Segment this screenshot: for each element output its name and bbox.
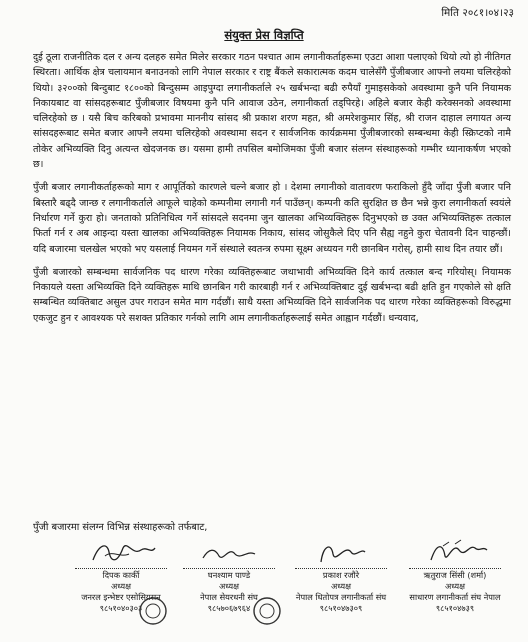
document-title: संयुक्त प्रेस विज्ञप्ति <box>224 28 304 42</box>
organization-seal <box>138 596 168 626</box>
handwritten-signature <box>189 538 269 568</box>
signatory-role: अध्यक्ष <box>219 581 239 591</box>
handwritten-signature <box>81 538 161 568</box>
paragraph: पुँजी बजारको सम्बन्धमा सार्वजनिक पद धारण गरेका व्यक्तिहरूबाट जथाभावी अभिव्यक्ति दिने कार्य तत्काल बन्द गरियोस्। नियामक निकायले यस्ता अभिव्यक्ति दिने व्यक्तिहरू माथि छानबिन गरी कारबाही गर्न र अभिव्यक्तिबाट दुई खर्बभन्दा बढी क्षति हुन गएकोले सो क्षति सम्बन्धित व्यक्तिबाट असुल उपर गराउन समेत माग गर्दछौं। साथै यस्ता अभिव्यक्ति दिने सार्वजनिक पद धारण गरेका व्यक्तिहरूको विरुद्धमा एकजुट हुन र आवश्यक परे सशक्त प्रतिकार गर्नको लागि आम लगानीकर्ताहरूलाई समेत आह्वान गर्दछौं। धन्यवाद, <box>33 266 511 324</box>
signatory-org: जनरल इन्भेष्टर एसोसियसन <box>81 592 161 602</box>
paragraph: दुई ठूला राजनीतिक दल र अन्य दलहरु समेत मिलेर सरकार गठन पश्चात आम लगानीकर्ताहरूमा एउटा आशा पलाएको थियो त्यो हो नीतिगत स्थिरता। आर्थिक क्षेत्र चलायमान बनाउनको लागि नेपाल सरकार र राष्ट्र बैंकले सकारात्मक कदम चालेसँगै पुँजीबजार आफ्नो लयमा चलिरहेको थियो। ३२००को बिन्दुबाट १८००को बिन्दुसम्म आइपुग्दा लगानीकर्ताले २५ खर्बभन्दा बढी रुपैयाँ गुमाइसकेको अवस्थामा कुनै पनि नियामक निकायबाट वा सांसदहरूबाट पुँजीबजार विषयमा कुनै पनि आवाज उठेन, लगानीकर्ता तड्पिरहे। अहिले बजार केही करेक्सनको अवस्थामा चलिरहेको छ । यसै बिच करिबको प्रभावमा माननीय सांसद श्री प्रकाश शरण महत, श्री अमरेशकुमार सिंह, श्री राजन दाहाल लगायत अन्य सांसदहरूबाट समेत बजार आफ्नै लयमा चलिरहेको अवस्थामा सदन र सार्वजनिक कार्यक्रममा पुँजीबजारको सम्बन्धमा केही स्क्रिप्टको नामै तोकेर अभिव्यक्ति दिनु अत्यन्त खेदजनक छ। यसमा हामी तपसिल बमोजिमका पुँजी बजार संलग्न संस्थाहरूको गम्भीर ध्यानाकर्षण भएको छ। <box>33 52 511 171</box>
signatory-phone: ९८५१०४७३९ <box>435 603 475 613</box>
signatory-name: घनश्याम पाण्डे <box>207 570 251 580</box>
signatory-phone: ९८५७०६७९६४ <box>207 603 251 613</box>
signatory-role: अध्यक्ष <box>445 581 465 591</box>
signature-block <box>396 538 514 638</box>
signatory-phone: ९८५१०४०३०३ <box>99 603 143 613</box>
signatory-org: नेपाल धितोपत्र लगानीकर्ता संघ <box>295 592 387 602</box>
signatory-name: प्रकाश रजौरे <box>322 570 360 580</box>
closing-line: पुँजी बजारमा संलग्न विभिन्न संस्थाहरूको तर्फबाट, <box>33 522 208 533</box>
signatory-phone: ९८५१०४७३०९ <box>319 603 363 613</box>
signatory-org: साधारण लगानीकर्ता संघ नेपाल <box>409 592 501 602</box>
signatory-role: अध्यक्ष <box>331 581 351 591</box>
document-body <box>33 50 511 334</box>
handwritten-signature <box>415 538 495 568</box>
organization-seal <box>252 596 282 626</box>
signatory-name: दिपक कार्की <box>102 570 140 580</box>
signatory-name: ऋतुराज सिंसी (शर्मा) <box>423 570 487 580</box>
signatory-org: नेपाल सेयरधनी संघ <box>200 592 258 602</box>
signatory-role: अध्यक्ष <box>111 581 131 591</box>
paragraph: पुँजी बजार लगानीकर्ताहरूको माग र आपूर्तिको कारणले चल्ने बजार हो । देशमा लगानीको वातावरण फराकिलो हुँदै जाँदा पुँजी बजार पनि बिस्तारै बढ्दै जान्छ र लगानीकर्ताले आफूले चाहेको कम्पनीमा लगानी गर्न पाउँछन्। कम्पनी कति सुरक्षित छ छैन भन्ने कुरा लगानीकर्ता स्वयंले निर्धारण गर्ने कुरा हो। जनताको प्रतिनिधित्व गर्ने सांसदले सदनमा जुन खालका अभिव्यक्तिहरू दिनुभएको छ उक्त अभिव्यक्तिहरू तत्काल फिर्ता गर्न र अब आइन्दा यस्ता खालका अभिव्यक्तिहरू नियामक निकाय, सांसद जोसुकैले दिए पनि सैह्य नहुने कुरा चेतावनी दिन चाहन्छौं। यदि बजारमा चलखेल भएको भए यसलाई नियमन गर्ने संस्थाले स्वतन्त्र रुपमा सूक्ष्म अध्ययन गरी छानबिन गरोस्, हामी साथ दिन तयार छौं। <box>33 182 511 255</box>
handwritten-signature <box>301 538 381 568</box>
signature-block <box>282 538 400 638</box>
document-date: मिति २०८१।०४।२३ <box>441 7 514 19</box>
